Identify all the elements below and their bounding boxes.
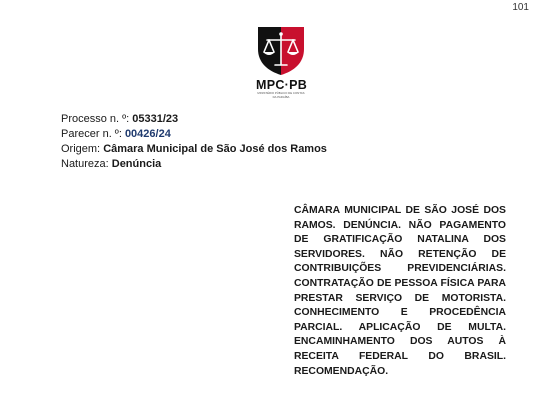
natureza-value: Denúncia [111, 158, 162, 170]
scales-of-justice-icon [256, 25, 306, 77]
origem-line [61, 142, 327, 157]
processo-value: 05331/23 [132, 113, 179, 125]
process-header [61, 112, 327, 172]
origem-label: Origem: [61, 143, 104, 155]
parecer-label: Parecer n. º: [61, 128, 125, 140]
logo-subtitle-line2: DA PARAÍBA [272, 94, 290, 99]
parecer-value: 00426/24 [124, 128, 171, 140]
natureza-line [61, 157, 327, 172]
origem-value: Câmara Municipal de São José dos Ramos [103, 143, 327, 155]
mpc-pb-logo [256, 25, 306, 99]
processo-line [61, 112, 327, 127]
logo-subtitle-line1: MINISTÉRIO PÚBLICO DE CONTAS [257, 91, 305, 95]
parecer-line [61, 127, 327, 142]
logo-title: MPC·PB [256, 78, 308, 92]
processo-label: Processo n. º: [61, 113, 133, 125]
ementa-summary: CÂMARA MUNICIPAL DE SÃO JOSÉ DOS RAMOS. DENÚNCIA. NÃO PAGAMENTO DE GRATIFICAÇÃO NATALINA DOS SERVIDORES. NÃO RETENÇÃO DE CONTRIBUIÇÕES PREVIDENCIÁRIAS. CONTRATAÇÃO DE PESSOA FÍSICA PARA PRESTAR SERVIÇO DE MOTORISTA. CONHECIMENTO E PROCEDÊNCIA PARCIAL. APLICAÇÃO DE MULTA. ENCAMINHAMENTO DOS AUTOS À RECEITA FEDERAL DO BRASIL. RECOMENDAÇÃO. [294, 205, 506, 377]
page-number: 101 [512, 2, 529, 13]
natureza-label: Natureza: [61, 158, 112, 170]
